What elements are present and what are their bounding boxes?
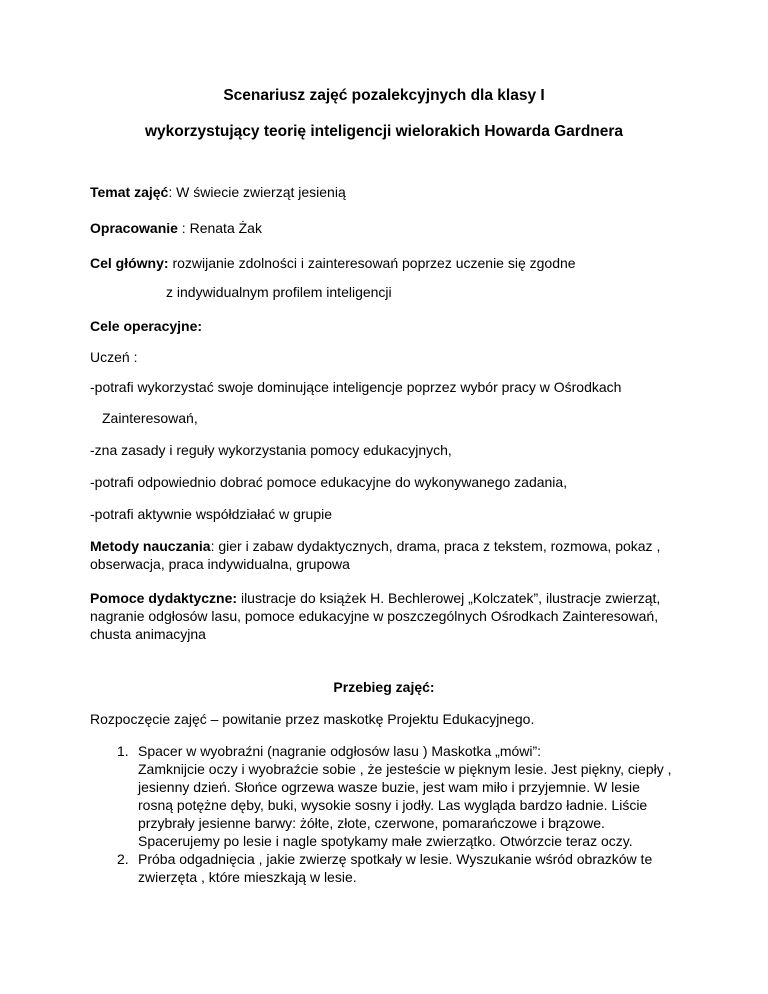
main-goal-continuation: z indywidualnym profilem inteligencji: [166, 284, 392, 300]
aids-line-2: nagranie odgłosów lasu, pomoce edukacyjne w poszczególnych Ośrodkach Zainteresowań,: [90, 608, 659, 624]
operational-goal-2: -zna zasady i reguły wykorzystania pomocy edukacyjnych,: [90, 442, 452, 458]
document-title-line-1: Scenariusz zajęć pozalekcyjnych dla klasy I: [223, 87, 545, 104]
step-2-line-2: zwierzęta , które mieszkają w lesie.: [138, 869, 357, 885]
operational-goal-1-line-1: -potrafi wykorzystać swoje dominujące inteligencje poprzez wybór pracy w Ośrodkach: [90, 379, 622, 395]
methods-line-2: obserwacja, praca indywidualna, grupowa: [90, 556, 350, 572]
step-2-number: 2.: [117, 851, 129, 867]
main-goal-value: rozwijanie zdolności i zainteresowań poprzez uczenie się zgodne: [168, 255, 576, 271]
step-1-line-4: rosną potężne dęby, buki, wysokie sosny i jodły. Las wygląda bardzo ładnie. Liście: [138, 797, 648, 813]
operational-goal-1-line-2: Zainteresowań,: [102, 410, 198, 426]
author-label: Opracowanie: [90, 220, 178, 236]
author-value: : Renata Żak: [177, 220, 262, 236]
main-goal-label: Cel główny:: [90, 255, 169, 271]
step-1-line-3: jesienny dzień. Słońce ogrzewa wasze buzie, jest wam miło i przyjemnie. W lesie: [138, 779, 640, 795]
operational-goals-intro: Uczeń :: [90, 349, 138, 365]
aids-line-3: chusta animacyjna: [90, 626, 206, 642]
aids-line-1: ilustracje do książek H. Bechlerowej „Kolczatek”, ilustracje zwierząt,: [237, 590, 661, 606]
author-row: [90, 219, 262, 237]
aids-label: Pomoce dydaktyczne:: [90, 590, 238, 606]
operational-goals-label: Cele operacyjne:: [90, 318, 203, 334]
topic-row: [90, 183, 346, 201]
course-heading: Przebieg zajęć:: [333, 679, 435, 695]
step-1-number: 1.: [117, 743, 129, 759]
operational-goal-4: -potrafi aktywnie współdziałać w grupie: [90, 506, 332, 522]
topic-label: Temat zajęć: [90, 184, 169, 200]
methods-label: Metody nauczania: [90, 538, 211, 554]
step-1-line-2: Zamknijcie oczy i wyobraźcie sobie , że jesteście w pięknym lesie. Jest piękny, ciepły ,: [138, 761, 672, 777]
step-1-line-6: Spacerujemy po lesie i nagle spotykamy małe zwierzątko. Otwórzcie teraz oczy.: [138, 833, 633, 849]
step-2-line-1: Próba odgadnięcia , jakie zwierzę spotkały w lesie. Wyszukanie wśród obrazków te: [138, 851, 653, 867]
step-1-line-5: przybrały jesienne barwy: żółte, złote, czerwone, pomarańczowe i brązowe.: [138, 815, 605, 831]
step-1-line-1: Spacer w wyobraźni (nagranie odgłosów lasu ) Maskotka „mówi”:: [138, 743, 542, 759]
methods-line-1: : gier i zabaw dydaktycznych, drama, praca z tekstem, rozmowa, pokaz ,: [210, 538, 661, 554]
document-title-line-2: wykorzystujący teorię inteligencji wielorakich Howarda Gardnera: [144, 123, 624, 140]
course-intro: Rozpoczęcie zajęć – powitanie przez maskotkę Projektu Edukacyjnego.: [90, 711, 535, 727]
topic-value: : W świecie zwierząt jesienią: [168, 184, 346, 200]
aids-row-1: [90, 589, 660, 607]
operational-goal-3: -potrafi odpowiednio dobrać pomoce edukacyjne do wykonywanego zadania,: [90, 474, 568, 490]
methods-row-1: [90, 537, 660, 555]
main-goal-row: [90, 254, 576, 272]
